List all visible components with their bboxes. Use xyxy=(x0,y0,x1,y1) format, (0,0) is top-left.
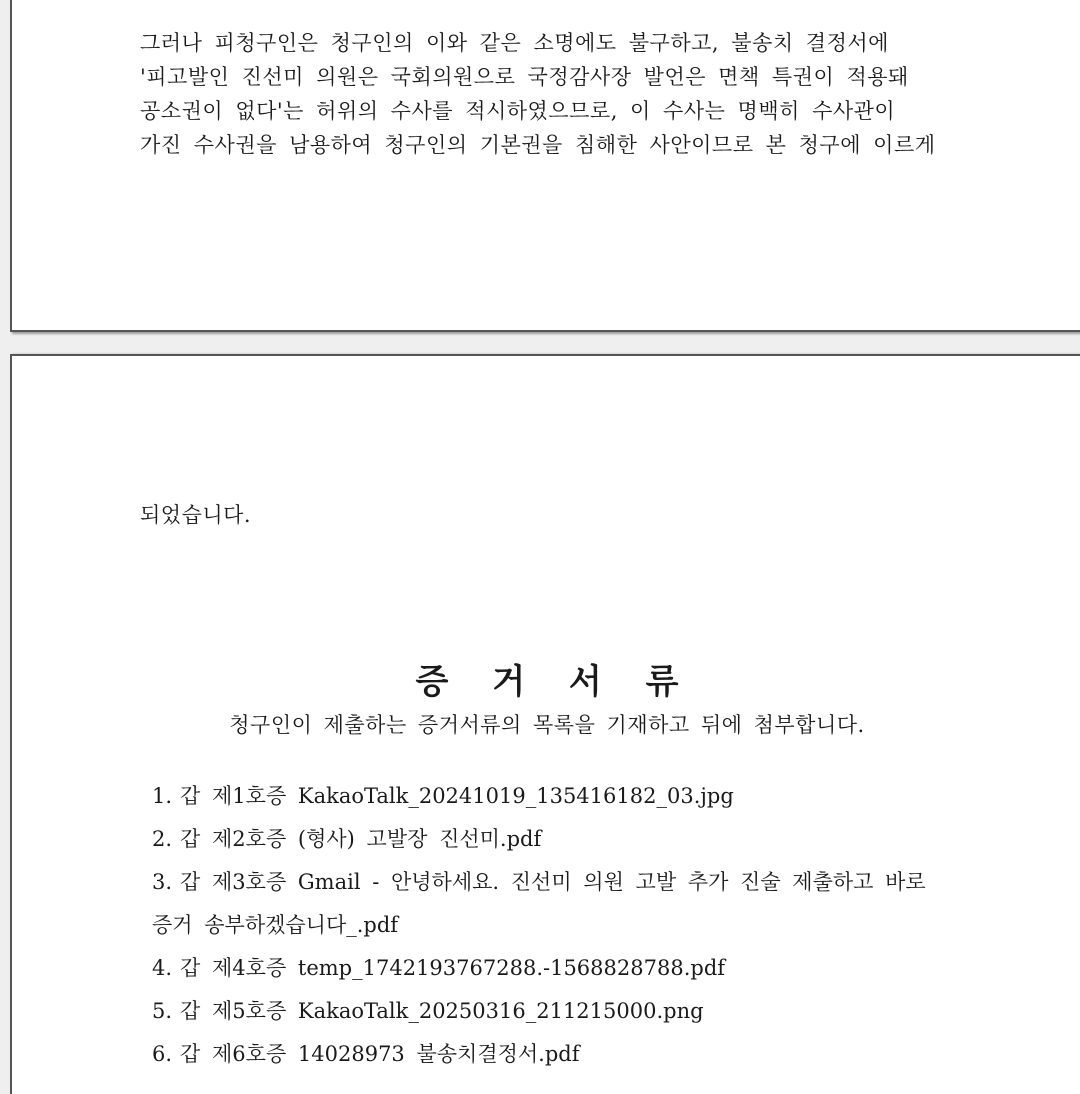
evidence-item-number: 3. xyxy=(152,870,173,894)
evidence-title: 증 거 서 류 xyxy=(415,662,695,702)
evidence-item xyxy=(152,867,926,897)
evidence-item-text: 갑 제1호증 KakaoTalk_20241019_135416182_03.jpg xyxy=(180,784,734,808)
body-text-line: 가진 수사권을 남용하여 청구인의 기본권을 침해한 사안이므로 본 청구에 이르게 xyxy=(140,133,936,157)
continuation-text: 되었습니다. xyxy=(140,503,252,527)
evidence-item-continuation xyxy=(152,910,398,940)
evidence-item-text: 갑 제4호증 temp_1742193767288.-1568828788.pdf xyxy=(180,956,726,980)
evidence-subtitle: 청구인이 제출하는 증거서류의 목록을 기재하고 뒤에 첨부합니다. xyxy=(229,713,865,737)
evidence-item-text: 증거 송부하겠습니다_.pdf xyxy=(152,913,399,937)
evidence-item-number: 4. xyxy=(152,956,173,980)
evidence-item-number: 1. xyxy=(152,784,173,808)
evidence-item xyxy=(152,996,704,1026)
evidence-item xyxy=(152,824,541,854)
evidence-item-number: 2. xyxy=(152,827,173,851)
evidence-item-text: 갑 제3호증 Gmail - 안녕하세요. 진선미 의원 고발 추가 진술 제출하고 바로 xyxy=(180,870,926,894)
body-text-line: '피고발인 진선미 의원은 국회의원으로 국정감사장 발언은 면책 특권이 적용돼 xyxy=(140,65,909,89)
document-page-2 xyxy=(10,354,1080,1094)
document-page-1 xyxy=(10,0,1080,332)
evidence-item-text: 갑 제2호증 (형사) 고발장 진선미.pdf xyxy=(180,827,542,851)
body-text-line: 공소권이 없다'는 허위의 수사를 적시하였으므로, 이 수사는 명백히 수사관이 xyxy=(140,99,896,123)
evidence-item xyxy=(152,953,725,983)
evidence-item xyxy=(152,1039,580,1069)
evidence-item-number: 6. xyxy=(152,1042,173,1066)
evidence-item-number: 5. xyxy=(152,999,173,1023)
body-text-line: 그러나 피청구인은 청구인의 이와 같은 소명에도 불구하고, 불송치 결정서에 xyxy=(140,31,889,55)
evidence-item-text: 갑 제5호증 KakaoTalk_20250316_211215000.png xyxy=(180,999,704,1023)
evidence-item xyxy=(152,781,734,811)
evidence-item-text: 갑 제6호증 14028973 불송치결정서.pdf xyxy=(180,1042,580,1066)
